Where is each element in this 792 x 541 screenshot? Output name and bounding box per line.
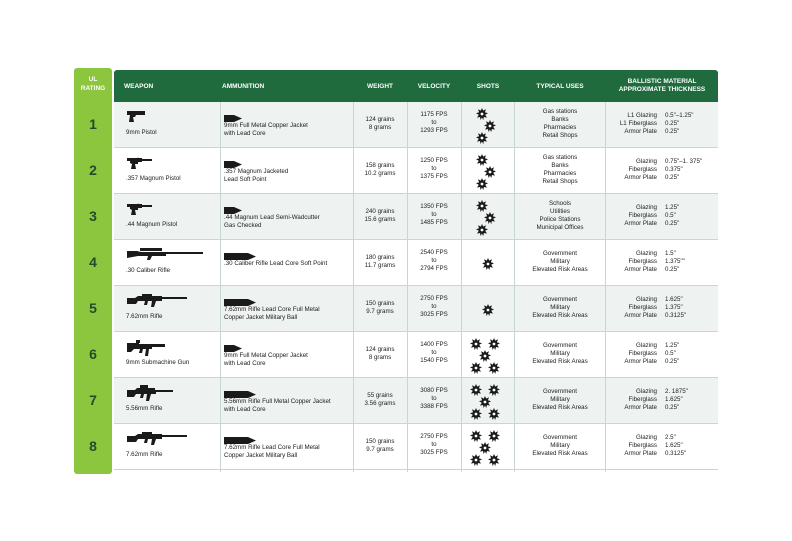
material-label: Armor Plate xyxy=(624,266,657,273)
bullet-hole-icon xyxy=(476,223,488,241)
typical-use-item: Military xyxy=(550,258,570,265)
bullet-hole-icon xyxy=(488,453,500,471)
velocity-min: 1175 FPS xyxy=(420,111,448,118)
ammunition-text xyxy=(224,260,354,268)
ul-rating-number: 8 xyxy=(89,438,97,454)
velocity-min: 1250 FPS xyxy=(420,157,448,164)
table-row xyxy=(114,102,718,148)
material-label: Fiberglass xyxy=(628,396,657,403)
material-thickness: 0.5" xyxy=(665,350,676,357)
velocity-to: to xyxy=(431,303,437,310)
ammunition-line2: Copper Jacket Military Ball xyxy=(224,452,298,459)
material-label: Glazing xyxy=(636,158,657,165)
ul-rating-header-line2: RATING xyxy=(80,85,106,92)
column-divider xyxy=(514,102,515,472)
material-label: L1 Glazing xyxy=(627,112,657,119)
velocity-min: 3080 FPS xyxy=(420,387,448,394)
pistol-icon xyxy=(126,109,148,128)
material-label: Glazing xyxy=(636,296,657,303)
velocity-max: 2794 FPS xyxy=(420,265,448,272)
material-thickness: 0.3125" xyxy=(665,312,687,319)
typical-use-item: Banks xyxy=(551,116,569,123)
weapon-name: 9mm Pistol xyxy=(126,129,157,136)
typical-use-item: Utilities xyxy=(550,208,570,215)
typical-use-item: Schools xyxy=(548,200,571,207)
revolver-icon xyxy=(126,201,154,221)
velocity-min: 1350 FPS xyxy=(420,203,448,210)
material-thickness: 0.25" xyxy=(665,220,680,227)
ammunition-line1: .357 Magnum Jacketed xyxy=(224,168,289,175)
material-label: Glazing xyxy=(636,434,657,441)
material-label: Glazing xyxy=(636,204,657,211)
material-thickness: 0.25" xyxy=(665,404,680,411)
typical-uses-cell xyxy=(516,342,604,366)
weapon-name: .44 Magnum Pistol xyxy=(126,221,178,228)
velocity-to: to xyxy=(431,395,437,402)
table-row xyxy=(114,286,718,332)
header-weight: WEIGHT xyxy=(367,82,393,90)
velocity-to: to xyxy=(431,349,437,356)
material-thickness: 0.25" xyxy=(665,358,680,365)
ammunition-line1: 7.62mm Rifle Lead Core Full Metal xyxy=(224,306,320,313)
weight-cell xyxy=(354,254,406,270)
ammunition-text xyxy=(224,306,354,322)
weapon-name: .30 Caliber Rifle xyxy=(126,267,171,274)
weight-grams: 11.7 grams xyxy=(364,262,396,269)
weight-grams: 15.6 grams xyxy=(364,216,396,223)
ul-rating-number: 3 xyxy=(89,208,97,224)
ammunition-line2: Copper Jacket Military Ball xyxy=(224,314,298,321)
material-thickness: 0.25" xyxy=(665,266,680,273)
weight-cell xyxy=(354,162,406,178)
column-divider xyxy=(461,102,462,472)
ammunition-text xyxy=(224,168,354,184)
ammunition-text xyxy=(224,214,354,230)
velocity-min: 2750 FPS xyxy=(420,295,448,302)
material-label: Armor Plate xyxy=(624,312,657,319)
typical-use-item: Retail Shops xyxy=(542,178,578,185)
typical-uses-cell xyxy=(516,200,604,232)
bullet-hole-icon xyxy=(476,177,488,195)
weight-grams: 3.56 grams xyxy=(364,400,396,407)
velocity-cell xyxy=(408,157,460,181)
velocity-cell xyxy=(408,203,460,227)
material-label: Glazing xyxy=(636,342,657,349)
material-thickness: 0.25" xyxy=(665,174,680,181)
weight-grams: 10.2 grams xyxy=(364,170,396,177)
ul-rating-number: 5 xyxy=(89,300,97,316)
ammunition-line2: with Lead Core xyxy=(224,360,266,367)
material-label: Glazing xyxy=(636,250,657,257)
typical-uses-cell xyxy=(516,250,604,274)
material-label: Armor Plate xyxy=(624,174,657,181)
bullet-hole-icon xyxy=(488,361,500,379)
bullet-hole-icon xyxy=(470,407,482,425)
ammunition-line1: 5.56mm Rifle Full Metal Copper Jacket xyxy=(224,398,331,405)
table-row xyxy=(114,194,718,240)
velocity-max: 3025 FPS xyxy=(420,311,448,318)
assault-rifle-icon xyxy=(126,293,188,314)
typical-use-item: Government xyxy=(542,250,578,257)
typical-use-item: Military xyxy=(550,442,570,449)
ul-rating-header-line1: UL xyxy=(88,76,98,83)
weight-cell xyxy=(354,208,406,224)
header-ammunition: AMMUNITION xyxy=(222,82,265,90)
velocity-max: 1485 FPS xyxy=(420,219,448,226)
typical-use-item: Government xyxy=(542,434,578,441)
material-label: Fiberglass xyxy=(628,212,657,219)
ul-rating-number: 2 xyxy=(89,162,97,178)
ammunition-line2: Gas Checked xyxy=(224,222,262,229)
header-typical-uses: TYPICAL USES xyxy=(536,82,584,90)
typical-use-item: Pharmacies xyxy=(543,170,577,177)
bullet-hole-icon xyxy=(476,131,488,149)
weight-grains: 158 grains xyxy=(365,162,395,169)
material-thickness: 1.625" xyxy=(665,396,683,403)
material-label: Glazing xyxy=(636,388,657,395)
weight-cell xyxy=(354,346,406,362)
velocity-to: to xyxy=(431,441,437,448)
velocity-min: 2750 FPS xyxy=(420,433,448,440)
velocity-cell xyxy=(408,295,460,319)
weapon-name: 9mm Submachine Gun xyxy=(126,359,190,366)
typical-use-item: Retail Shops xyxy=(542,132,578,139)
weight-grains: 150 grains xyxy=(365,438,395,445)
material-label: Fiberglass xyxy=(628,442,657,449)
material-thickness: 1.625" xyxy=(665,296,683,303)
ammunition-line2: with Lead Core xyxy=(224,130,266,137)
ammunition-line1: .44 Magnum Lead Semi-Wadcutter xyxy=(224,214,320,221)
velocity-min: 1400 FPS xyxy=(420,341,448,348)
table-row xyxy=(114,332,718,378)
material-thickness: 0.375" xyxy=(665,166,683,173)
column-divider xyxy=(220,102,221,472)
typical-use-item: Government xyxy=(542,342,578,349)
header-ballistic-material xyxy=(606,70,718,102)
velocity-max: 1293 FPS xyxy=(420,127,448,134)
velocity-to: to xyxy=(431,211,437,218)
velocity-to: to xyxy=(431,257,437,264)
material-thickness: 0.75"–1. 375" xyxy=(665,158,703,165)
ammunition-text xyxy=(224,352,354,368)
header-ballistic-line2: APPROXIMATE THICKNESS xyxy=(618,86,706,93)
velocity-cell xyxy=(408,249,460,273)
material-thickness: 0.25" xyxy=(665,128,680,135)
ammunition-line2: Lead Soft Point xyxy=(224,176,267,183)
typical-use-item: Military xyxy=(550,304,570,311)
velocity-to: to xyxy=(431,119,437,126)
velocity-cell xyxy=(408,433,460,457)
column-divider xyxy=(605,102,606,472)
bullet-hole-icon xyxy=(470,361,482,379)
weight-grains: 150 grains xyxy=(365,300,395,307)
weight-cell xyxy=(354,438,406,454)
material-thickness: 0.3125" xyxy=(665,450,687,457)
weight-cell xyxy=(354,300,406,316)
ammunition-line1: .30 Caliber Rifle Lead Core Soft Point xyxy=(224,260,328,267)
header-weapon: WEAPON xyxy=(124,82,154,90)
material-thickness: 1.375"" xyxy=(665,258,685,265)
ul-rating-number: 1 xyxy=(89,116,97,132)
ammunition-text xyxy=(224,398,354,414)
weight-grains: 124 grains xyxy=(365,346,395,353)
bullet-hole-icon xyxy=(488,407,500,425)
typical-use-item: Elevated Risk Areas xyxy=(532,358,588,365)
typical-uses-cell xyxy=(516,434,604,458)
typical-use-item: Municipal Offices xyxy=(536,224,584,231)
velocity-to: to xyxy=(431,165,437,172)
velocity-cell xyxy=(408,341,460,365)
typical-uses-cell xyxy=(516,296,604,320)
table-row xyxy=(114,378,718,424)
weight-grams: 8 grams xyxy=(368,124,392,131)
ammunition-line1: 9mm Full Metal Copper Jacket xyxy=(224,122,308,129)
material-label: Fiberglass xyxy=(628,304,657,311)
material-label: Fiberglass xyxy=(628,166,657,173)
header-velocity: VELOCITY xyxy=(417,82,451,90)
velocity-max: 1375 FPS xyxy=(420,173,448,180)
velocity-cell xyxy=(408,111,460,135)
ul-rating-header xyxy=(74,75,112,93)
typical-uses-cell xyxy=(516,388,604,412)
material-label: Armor Plate xyxy=(624,450,657,457)
weight-grams: 8 grams xyxy=(368,354,392,361)
typical-use-item: Military xyxy=(550,396,570,403)
weight-grains: 124 grains xyxy=(365,116,395,123)
column-divider xyxy=(407,102,408,472)
table-row xyxy=(114,148,718,194)
bullet-hole-icon xyxy=(470,453,482,471)
ammunition-line1: 9mm Full Metal Copper Jacket xyxy=(224,352,308,359)
typical-use-item: Government xyxy=(542,388,578,395)
velocity-max: 3025 FPS xyxy=(420,449,448,456)
ul-rating-number: 4 xyxy=(89,254,97,270)
typical-use-item: Elevated Risk Areas xyxy=(532,450,588,457)
velocity-max: 1540 FPS xyxy=(420,357,448,364)
ul-rating-number: 6 xyxy=(89,346,97,362)
typical-use-item: Police Stations xyxy=(539,216,581,223)
velocity-max: 3388 FPS xyxy=(420,403,448,410)
bullet-hole-icon xyxy=(482,257,494,275)
material-thickness: 2.5" xyxy=(665,434,676,441)
ammunition-text xyxy=(224,444,354,460)
assault-rifle-icon xyxy=(126,431,188,452)
material-thickness: 0.5" xyxy=(665,212,676,219)
bullet-hole-icon xyxy=(482,303,494,321)
scoped-rifle-icon xyxy=(126,247,204,266)
material-label: Fiberglass xyxy=(628,350,657,357)
typical-use-item: Elevated Risk Areas xyxy=(532,404,588,411)
material-label: Armor Plate xyxy=(624,358,657,365)
ul-rating-number: 7 xyxy=(89,392,97,408)
velocity-cell xyxy=(408,387,460,411)
ammunition-line1: 7.62mm Rifle Lead Core Full Metal xyxy=(224,444,320,451)
material-thickness: 1.5" xyxy=(665,250,676,257)
weapon-name: .357 Magnum Pistol xyxy=(126,175,181,182)
ammunition-line2: with Lead Core xyxy=(224,406,266,413)
material-thickness: 1.625" xyxy=(665,442,683,449)
typical-uses-cell xyxy=(516,154,604,186)
table-row xyxy=(114,240,718,286)
ammunition-text xyxy=(224,122,354,138)
material-label: Armor Plate xyxy=(624,404,657,411)
weight-cell xyxy=(354,392,406,408)
typical-use-item: Banks xyxy=(551,162,569,169)
typical-use-item: Elevated Risk Areas xyxy=(532,312,588,319)
weight-grams: 9.7 grams xyxy=(366,308,394,315)
header-ballistic-line1: BALLISTIC MATERIAL xyxy=(627,78,697,85)
typical-uses-cell xyxy=(516,108,604,140)
typical-use-item: Gas stations xyxy=(542,154,578,161)
weight-grains: 180 grains xyxy=(365,254,395,261)
weight-grains: 55 grains xyxy=(367,392,393,399)
material-thickness: 1.25" xyxy=(665,204,680,211)
material-label: Armor Plate xyxy=(624,220,657,227)
weight-grains: 240 grains xyxy=(365,208,395,215)
material-label: Fiberglass xyxy=(628,258,657,265)
typical-use-item: Gas stations xyxy=(542,108,578,115)
weight-cell xyxy=(354,116,406,132)
material-thickness: 0.25" xyxy=(665,120,680,127)
material-thickness: 1.25" xyxy=(665,342,680,349)
weapon-name: 7.62mm Rifle xyxy=(126,313,163,320)
weapon-name: 5.56mm Rifle xyxy=(126,405,163,412)
typical-use-item: Elevated Risk Areas xyxy=(532,266,588,273)
column-divider xyxy=(353,102,354,472)
table-row xyxy=(114,424,718,470)
weapon-name: 7.62mm Rifle xyxy=(126,451,163,458)
material-label: L1 Fiberglass xyxy=(619,120,657,127)
typical-use-item: Government xyxy=(542,296,578,303)
material-thickness: 2. 1875" xyxy=(665,388,688,395)
header-shots: SHOTS xyxy=(476,82,500,90)
material-label: Armor Plate xyxy=(624,128,657,135)
table-header xyxy=(114,70,718,102)
typical-use-item: Pharmacies xyxy=(543,124,577,131)
material-thickness: 0.5"–1.25" xyxy=(665,112,694,119)
revolver-icon xyxy=(126,155,154,175)
material-thickness: 1.375" xyxy=(665,304,683,311)
velocity-min: 2540 FPS xyxy=(420,249,448,256)
weight-grams: 9.7 grams xyxy=(366,446,394,453)
typical-use-item: Military xyxy=(550,350,570,357)
